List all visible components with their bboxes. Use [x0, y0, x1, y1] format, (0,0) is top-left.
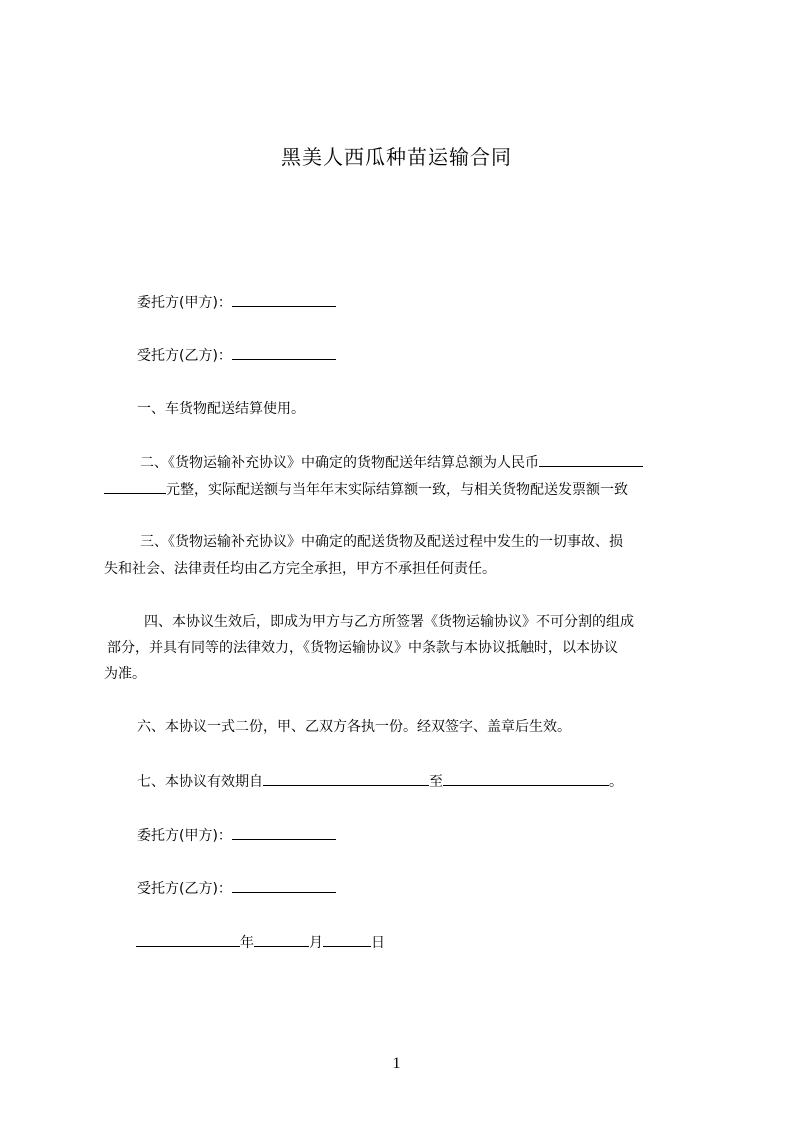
amount-blank-1 — [539, 452, 643, 467]
end-date-blank — [443, 771, 609, 786]
amount-blank-2 — [104, 479, 166, 494]
start-date-blank — [263, 771, 429, 786]
clause-1: 一、车货物配送结算使用。 — [137, 401, 305, 417]
party-b-blank — [232, 345, 336, 360]
page-number: 1 — [392, 1055, 401, 1072]
sign-party-b-label: 受托方(乙方)： — [137, 881, 232, 897]
day-blank — [323, 932, 371, 947]
year-blank — [136, 932, 240, 947]
clause-2-line-1 — [140, 452, 643, 473]
sign-party-a-blank — [232, 825, 336, 840]
clause-3-line-1: 三、《货物运输补充协议》中确定的配送货物及配送过程中发生的一切事故、损 — [140, 534, 623, 550]
clause-3-line-2: 失和社会、法律责任均由乙方完全承担，甲方不承担任何责任。 — [104, 561, 496, 577]
party-b-label: 受托方(乙方)： — [137, 348, 232, 364]
party-a-blank — [232, 292, 336, 307]
clause-4-line-2: 部分，并具有同等的法律效力，《货物运输协议》中条款与本协议抵触时，以本协议 — [107, 640, 618, 656]
day-label: 日 — [371, 935, 385, 951]
party-b-line — [137, 345, 336, 366]
clause-7-mid: 至 — [429, 774, 443, 790]
sign-party-b-line — [137, 878, 336, 899]
clause-7-end: 。 — [609, 774, 623, 790]
clause-2-text-2: 元整，实际配送额与当年年末实际结算额一致，与相关货物配送发票额一致 — [166, 482, 628, 498]
clause-7-prefix: 七、本协议有效期自 — [137, 774, 263, 790]
clause-4-line-3: 为准。 — [104, 666, 146, 682]
clause-2-line-2 — [104, 479, 628, 500]
sign-party-a-line — [137, 825, 336, 846]
year-label: 年 — [240, 935, 254, 951]
document-title: 黑美人西瓜种苗运输合同 — [281, 145, 512, 169]
clause-7 — [137, 771, 623, 792]
month-blank — [254, 932, 309, 947]
party-a-line — [137, 292, 336, 313]
date-line — [136, 932, 385, 953]
month-label: 月 — [309, 935, 323, 951]
clause-2-text-1: 二、《货物运输补充协议》中确定的货物配送年结算总额为人民币 — [140, 455, 539, 471]
sign-party-a-label: 委托方(甲方)： — [137, 828, 232, 844]
sign-party-b-blank — [232, 878, 336, 893]
clause-6: 六、本协议一式二份，甲、乙双方各执一份。经双签字、盖章后生效。 — [137, 719, 571, 735]
clause-4-line-1: 四、本协议生效后，即成为甲方与乙方所签署《货物运输协议》不可分割的组成 — [144, 614, 634, 630]
party-a-label: 委托方(甲方)： — [137, 295, 232, 311]
